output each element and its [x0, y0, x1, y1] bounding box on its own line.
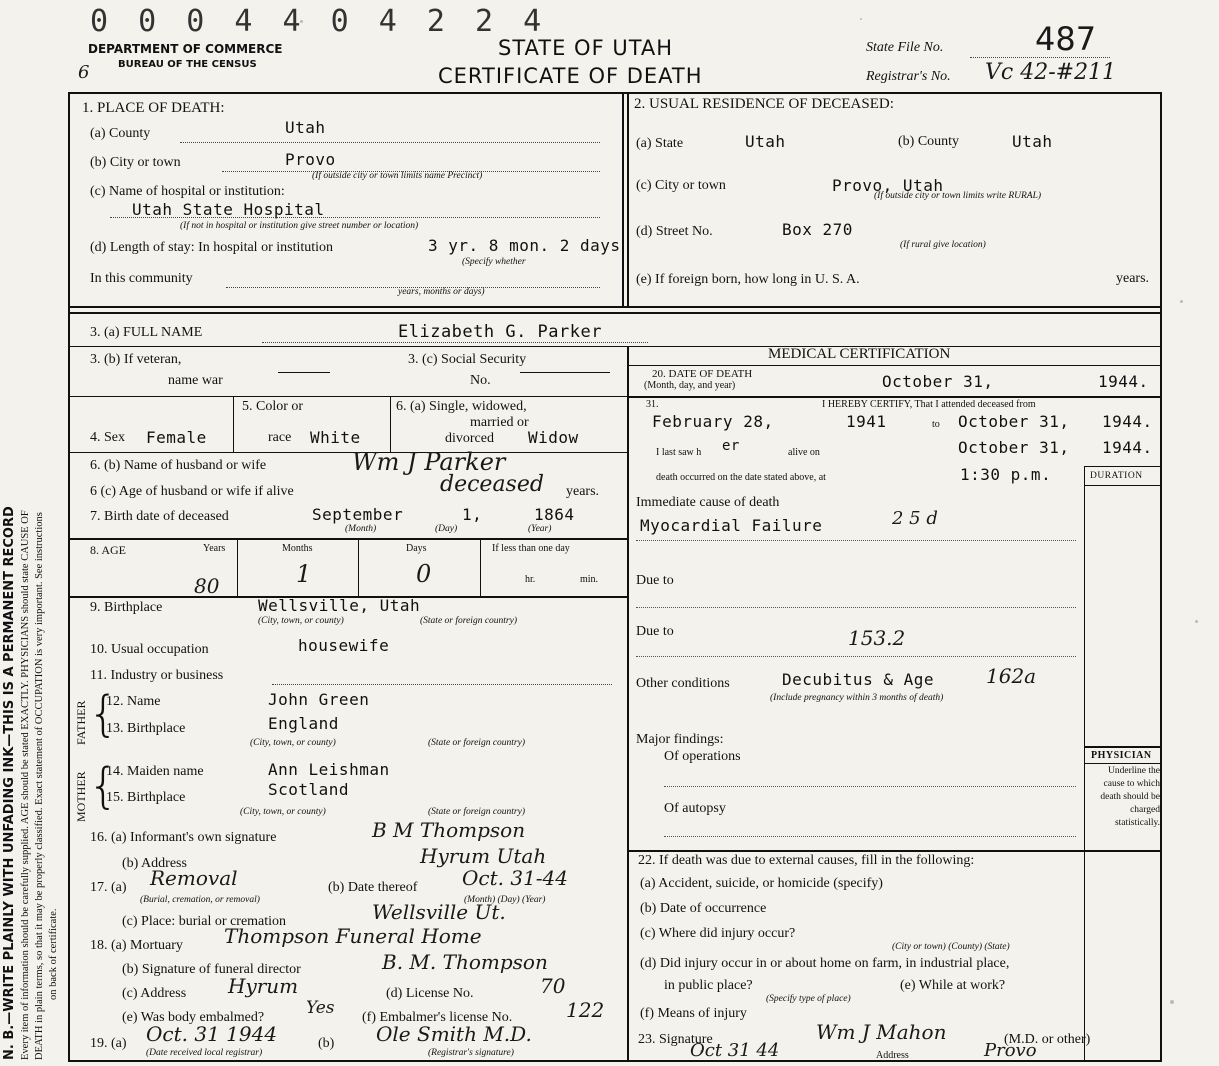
- marital-label-3: divorced: [445, 431, 494, 446]
- state-title: STATE OF UTAH: [498, 36, 674, 60]
- signature-address-value: Provo: [984, 1040, 1037, 1061]
- informant-signature: B M Thompson: [372, 818, 526, 842]
- husband-age-value: deceased: [440, 472, 544, 497]
- place-county-value: Utah: [285, 118, 326, 137]
- alive-on-label: alive on: [788, 447, 820, 458]
- registrar-a-label: 19. (a): [90, 1036, 127, 1051]
- place-community-label: In this community: [90, 271, 193, 286]
- place-city-label: (b) City or town: [90, 155, 181, 170]
- date-of-death-note: (Month, day, and year): [644, 380, 736, 391]
- birthplace-value: Wellsville, Utah: [258, 596, 421, 615]
- embalmer-license-value: 122: [566, 998, 605, 1022]
- residence-street-label: (d) Street No.: [636, 224, 713, 239]
- full-name-value: Elizabeth G. Parker: [398, 322, 602, 342]
- external-d: (d) Did injury occur in or about home on farm, in industrial place,: [640, 956, 1010, 971]
- external-f: (f) Means of injury: [640, 1006, 747, 1021]
- signature-23-label: 23. Signature: [638, 1032, 713, 1047]
- external-c-note: (City or town) (County) (State): [892, 942, 1010, 952]
- signature-address-label: Address: [876, 1050, 909, 1061]
- husband-age-years: years.: [566, 484, 600, 499]
- operations-label: Of operations: [664, 749, 741, 764]
- birthplace-note-2: (State or foreign country): [420, 616, 518, 626]
- burial-a-note: (Burial, cremation, or removal): [140, 895, 260, 905]
- color-label: 5. Color or: [242, 399, 304, 414]
- date-of-death-value: October 31,: [882, 372, 994, 391]
- physician-heading: PHYSICIAN: [1091, 750, 1152, 761]
- residence-county-value: Utah: [1012, 132, 1053, 151]
- place-stay-value: 3 yr. 8 mon. 2 days: [428, 236, 621, 255]
- father-name-value: John Green: [268, 690, 370, 709]
- death-time-value: 1:30 p.m.: [960, 465, 1052, 484]
- registrar-signature: Ole Smith M.D.: [376, 1022, 532, 1046]
- age-days-value: 0: [416, 560, 432, 588]
- sidebar-instruction-3: DEATH in plain terms, so that it may be properly classified. Exact statement of OCCUPATION is very important. See instructions: [34, 512, 45, 1060]
- registrar-date-value: Oct. 31 1944: [146, 1022, 278, 1046]
- medical-heading: MEDICAL CERTIFICATION: [768, 346, 951, 362]
- age-label: 8. AGE: [90, 543, 126, 557]
- embalmed-value: Yes: [306, 998, 335, 1018]
- certify-number: 31.: [646, 399, 659, 410]
- last-saw-date: October 31,: [958, 438, 1070, 457]
- burial-date-note: (Month) (Day) (Year): [464, 895, 546, 905]
- md-label: (M.D. or other): [1004, 1032, 1091, 1047]
- mortuary-value: Thompson Funeral Home: [224, 924, 482, 948]
- burial-date-label: (b) Date thereof: [328, 880, 418, 895]
- occupation-value: housewife: [298, 636, 390, 655]
- age-years-value: 80: [194, 574, 220, 598]
- attended-to-year: 1944.: [1102, 412, 1153, 431]
- marital-value: Widow: [528, 428, 579, 447]
- sex-label: 4. Sex: [90, 430, 125, 445]
- father-name-label: 12. Name: [106, 694, 161, 709]
- father-brace: {: [88, 686, 119, 742]
- other-conditions-code: 162a: [986, 664, 1037, 688]
- date-of-death-year: 1944.: [1098, 372, 1149, 391]
- occupation-label: 10. Usual occupation: [90, 642, 209, 657]
- birthplace-label: 9. Birthplace: [90, 600, 163, 615]
- mother-birthplace-label: 15. Birthplace: [106, 790, 186, 805]
- sidebar-instruction-4: on back of certificate.: [48, 908, 59, 1000]
- burial-a-label: 17. (a): [90, 880, 127, 895]
- attended-from-year: 1941: [846, 412, 887, 431]
- sidebar-instruction-1: N. B.—WRITE PLAINLY WITH UNFADING INK—THIS IS A PERMANENT RECORD: [2, 506, 17, 1060]
- signature-date: Oct 31 44: [690, 1040, 780, 1061]
- place-hospital-value: Utah State Hospital: [132, 200, 325, 219]
- immediate-cause-code: 2 5 d: [892, 508, 938, 529]
- other-conditions-value: Decubitus & Age: [782, 670, 934, 689]
- state-file-label: State File No.: [866, 40, 944, 55]
- burial-place-value: Wellsville Ut.: [372, 900, 506, 924]
- residence-foreign-unit: years.: [1116, 271, 1150, 286]
- registrar-number: Vc 42-#211: [985, 60, 1117, 85]
- father-birthplace-label: 13. Birthplace: [106, 721, 186, 736]
- residence-state-value: Utah: [745, 132, 786, 151]
- marital-label-2: married or: [470, 415, 529, 430]
- burial-address-value: Hyrum: [228, 974, 299, 998]
- residence-state-label: (a) State: [636, 136, 684, 151]
- other-conditions-label: Other conditions: [636, 676, 730, 691]
- mother-name-value: Ann Leishman: [268, 760, 390, 779]
- certificate-title: CERTIFICATE OF DEATH: [438, 64, 703, 88]
- birth-day-value: 1,: [462, 505, 483, 524]
- burial-date-value: Oct. 31-44: [462, 866, 569, 890]
- place-city-value: Provo: [285, 150, 336, 169]
- place-heading: 1. PLACE OF DEATH:: [82, 100, 225, 116]
- husband-label: 6. (b) Name of husband or wife: [90, 458, 267, 473]
- place-stay-label: (d) Length of stay: In hospital or institution: [90, 240, 334, 255]
- father-bp-note-1: (City, town, or county): [250, 738, 336, 748]
- external-heading: 22. If death was due to external causes, fill in the following:: [638, 853, 975, 868]
- director-label: (b) Signature of funeral director: [122, 962, 301, 977]
- father-bp-note-2: (State or foreign country): [428, 738, 526, 748]
- veteran-label: 3. (b) If veteran,: [90, 352, 182, 367]
- margin-mark: 6: [78, 62, 90, 83]
- age-hr-label: hr.: [525, 574, 536, 585]
- mother-bp-note-2: (State or foreign country): [428, 807, 526, 817]
- due-to-2-label: Due to: [636, 624, 674, 639]
- veteran-war-label: name war: [168, 373, 223, 388]
- burial-address-label: (c) Address: [122, 986, 187, 1001]
- residence-heading: 2. USUAL RESIDENCE OF DECEASED:: [634, 96, 894, 112]
- last-saw-label: I last saw h: [656, 447, 702, 458]
- birth-day-note: (Day): [435, 524, 458, 534]
- death-occurred-label: death occurred on the date stated above, at: [656, 472, 826, 483]
- burial-place-label: (c) Place: burial or cremation: [122, 914, 287, 929]
- residence-street-note: (If rural give location): [900, 240, 986, 250]
- certify-text: I HEREBY CERTIFY, That I attended deceased from: [822, 399, 1036, 410]
- serial-number: 0 0 0 4 4 0 4 2 2 4: [90, 4, 548, 39]
- attended-to-label: to: [932, 419, 940, 430]
- informant-address-label: (b) Address: [122, 856, 187, 871]
- immediate-cause-label: Immediate cause of death: [636, 495, 780, 510]
- age-months-label: Months: [282, 543, 313, 554]
- license-value: 70: [540, 974, 566, 998]
- age-days-label: Days: [406, 543, 427, 554]
- autopsy-label: Of autopsy: [664, 801, 726, 816]
- residence-foreign-label: (e) If foreign born, how long in U. S. A.: [636, 272, 860, 287]
- place-hospital-label: (c) Name of hospital or institution:: [90, 184, 285, 199]
- age-months-value: 1: [296, 560, 312, 588]
- mother-brace: {: [88, 758, 119, 814]
- duration-label: DURATION: [1090, 471, 1143, 481]
- age-years-label: Years: [203, 543, 226, 554]
- informant-address: Hyrum Utah: [420, 844, 547, 868]
- physician-signature: Wm J Mahon: [816, 1020, 947, 1044]
- registrar-sig-note: (Registrar's signature): [428, 1048, 514, 1058]
- external-d-note: (Specify type of place): [766, 994, 851, 1004]
- registrar-b-label: (b): [318, 1036, 335, 1051]
- residence-county-label: (b) County: [898, 134, 960, 149]
- mother-name-label: 14. Maiden name: [106, 764, 204, 779]
- physician-note: Underline the cause to which death should be charged statistically.: [1100, 766, 1160, 828]
- place-city-note: (If outside city or town limits name Precinct): [312, 171, 483, 181]
- sidebar-instruction-2: Every item of information should be carefully supplied. AGE should be stated EXACTLY. PHYSICIANS should state CAUSE OF: [20, 510, 31, 1060]
- ss-label: 3. (c) Social Security: [408, 352, 527, 367]
- race-value: White: [310, 428, 361, 447]
- due-to-2-code: 153.2: [848, 626, 906, 650]
- place-stay-note: (Specify whether: [462, 257, 526, 267]
- father-birthplace-value: England: [268, 714, 339, 733]
- mother-bp-note-1: (City, town, or county): [240, 807, 326, 817]
- mother-birthplace-value: Scotland: [268, 780, 350, 799]
- husband-value: Wm J Parker: [352, 448, 506, 476]
- sex-value: Female: [146, 428, 207, 447]
- residence-city-note: (If outside city or town limits write RURAL): [874, 191, 1042, 201]
- state-file-number: 487: [1035, 20, 1097, 58]
- marital-label: 6. (a) Single, widowed,: [396, 399, 527, 414]
- birth-year-note: (Year): [528, 524, 552, 534]
- birth-month-note: (Month): [345, 524, 377, 534]
- age-min-label: min.: [580, 574, 599, 585]
- bureau-label: BUREAU OF THE CENSUS: [118, 59, 257, 70]
- external-c: (c) Where did injury occur?: [640, 926, 796, 941]
- license-label: (d) License No.: [386, 986, 474, 1001]
- birth-month-value: September: [312, 505, 404, 524]
- department-label: DEPARTMENT OF COMMERCE: [88, 42, 283, 56]
- residence-city-label: (c) City or town: [636, 178, 726, 193]
- date-of-death-label: 20. DATE OF DEATH: [652, 368, 753, 380]
- director-signature: B. M. Thompson: [382, 950, 548, 974]
- age-less-label: If less than one day: [492, 543, 570, 554]
- industry-label: 11. Industry or business: [90, 668, 224, 683]
- external-a: (a) Accident, suicide, or homicide (specify): [640, 876, 883, 891]
- attended-from-date: February 28,: [652, 412, 774, 431]
- place-county-label: (a) County: [90, 126, 151, 141]
- ss-no-label: No.: [470, 373, 491, 388]
- birth-year-value: 1864: [534, 505, 575, 524]
- major-findings-label: Major findings:: [636, 732, 724, 747]
- residence-city-value: Provo, Utah: [832, 176, 944, 195]
- place-hospital-note: (If not in hospital or institution give street number or location): [180, 221, 419, 231]
- embalmed-label: (e) Was body embalmed?: [122, 1010, 265, 1025]
- father-side-label: FATHER: [74, 700, 88, 745]
- full-name-label: 3. (a) FULL NAME: [90, 325, 203, 340]
- registrar-date-note: (Date received local registrar): [146, 1048, 263, 1058]
- place-community-note: years, months or days): [398, 287, 485, 297]
- birthplace-note-1: (City, town, or county): [258, 616, 344, 626]
- residence-street-value: Box 270: [782, 220, 853, 239]
- last-saw-year: 1944.: [1102, 438, 1153, 457]
- due-to-1-label: Due to: [636, 573, 674, 588]
- attended-to-date: October 31,: [958, 412, 1070, 431]
- external-e: (e) While at work?: [900, 978, 1006, 993]
- external-d2: in public place?: [664, 978, 753, 993]
- informant-sig-label: 16. (a) Informant's own signature: [90, 830, 277, 845]
- mortuary-label: 18. (a) Mortuary: [90, 938, 183, 953]
- birth-date-label: 7. Birth date of deceased: [90, 509, 229, 524]
- last-saw-suffix: er: [722, 438, 740, 454]
- embalmer-license-label: (f) Embalmer's license No.: [362, 1010, 513, 1025]
- mother-side-label: MOTHER: [74, 771, 88, 822]
- immediate-cause-value: Myocardial Failure: [640, 516, 823, 535]
- race-label: race: [268, 430, 292, 445]
- burial-a-value: Removal: [150, 866, 238, 890]
- registrar-label: Registrar's No.: [866, 69, 951, 84]
- other-conditions-note: (Include pregnancy within 3 months of death): [770, 693, 944, 703]
- husband-age-label: 6 (c) Age of husband or wife if alive: [90, 484, 294, 499]
- external-b: (b) Date of occurrence: [640, 901, 767, 916]
